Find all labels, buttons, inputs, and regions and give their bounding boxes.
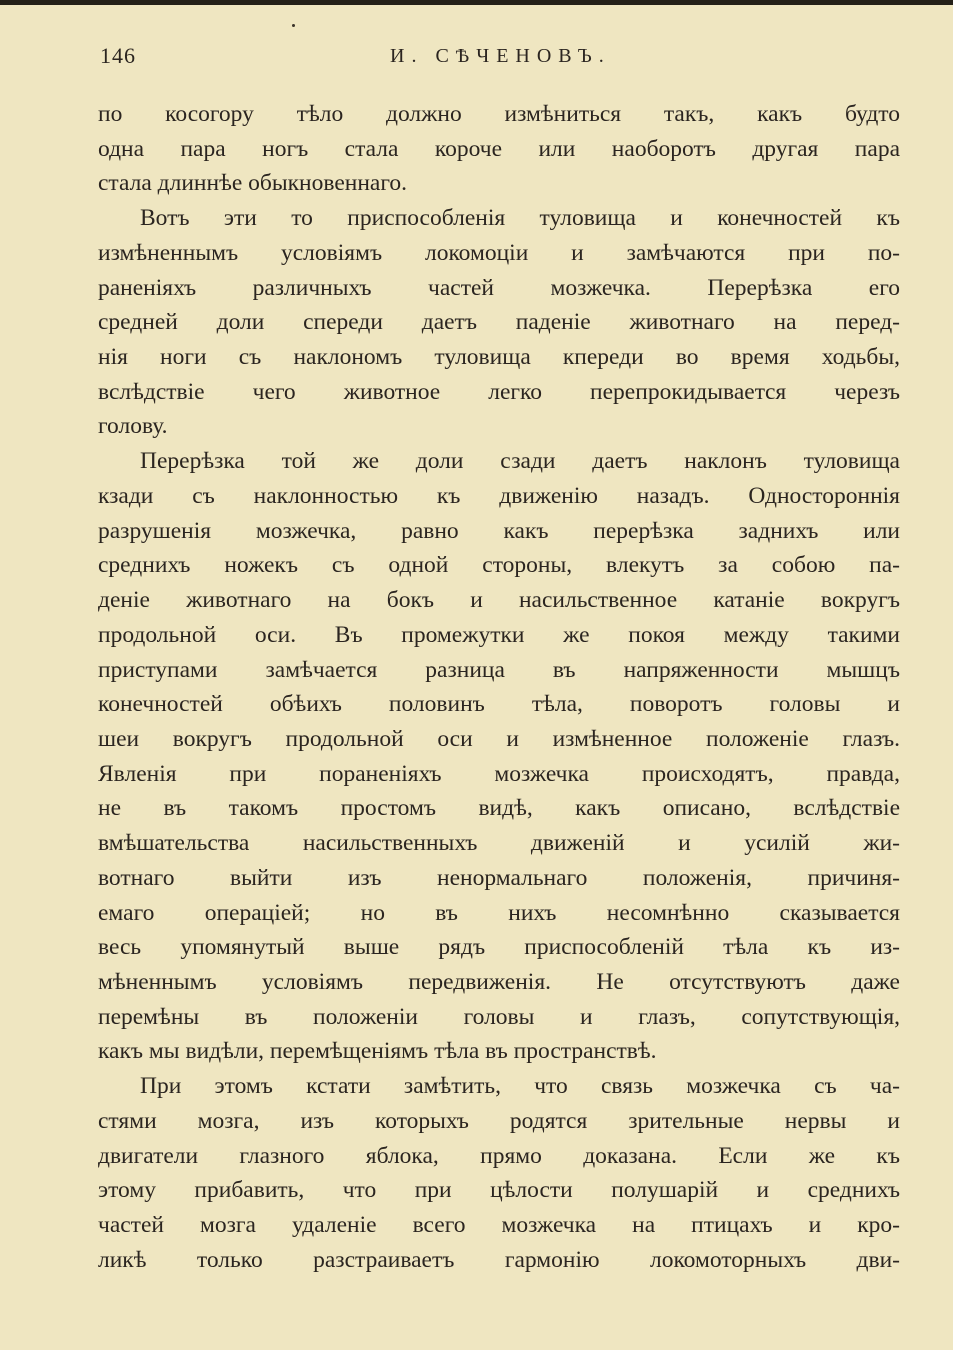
text-line: весь упомянутый выше рядъ приспособленій тѣла къ из- [98, 934, 900, 961]
text-line: кзади съ наклонностью къ движенію назадъ. Одностороннія [98, 482, 900, 509]
text-line: по косогору тѣло должно измѣниться такъ, какъ будто [98, 101, 900, 127]
text-line: конечностей обѣихъ половинъ тѣла, поворотъ головы и [98, 691, 900, 718]
text-line: приступами замѣчается разница въ напряженности мышцъ [98, 656, 900, 683]
text-line: стями мозга, изъ которыхъ родятся зрительные нервы и [98, 1107, 900, 1134]
text-line: мѣненнымъ условіямъ передвиженія. Не отсутствуютъ даже [98, 968, 900, 995]
text-line: шеи вокругъ продольной оси и измѣненное положеніе глазъ. [98, 725, 900, 752]
page-body-text [98, 97, 900, 1277]
text-line: раненіяхъ различныхъ частей мозжечка. Перерѣзка его [98, 274, 900, 301]
text-line: средней доли спереди даетъ паденіе животнаго на перед- [98, 309, 900, 336]
text-line: перемѣны въ положеніи головы и глазъ, сопутствующія, [98, 1003, 900, 1030]
text-line: Перерѣзка той же доли сзади даетъ наклонъ туловища [140, 448, 900, 475]
text-line: деніе животнаго на бокъ и насильственное катаніе вокругъ [98, 587, 900, 614]
text-line: вмѣшательства насильственныхъ движеній и усилій жи- [98, 830, 900, 857]
text-line: какъ мы видѣли, перемѣщеніямъ тѣла въ пространствѣ. [98, 1038, 657, 1065]
text-line: ликѣ только разстраиваетъ гармонію локомоторныхъ дви- [98, 1246, 900, 1273]
text-line: Вотъ эти то приспособленія туловища и конечностей къ [140, 205, 900, 232]
text-line: частей мозга удаленіе всего мозжечка на птицахъ и кро- [98, 1212, 900, 1238]
text-line: нія ноги съ наклономъ туловища кпереди во время ходьбы, [98, 344, 900, 371]
text-line: не въ такомъ простомъ видѣ, какъ описано, вслѣдствіе [98, 795, 900, 822]
text-line: этому прибавить, что при цѣлости полушарій и среднихъ [98, 1177, 900, 1204]
text-line: емаго операціей; но въ нихъ несомнѣнно сказывается [98, 899, 900, 926]
text-line: двигатели глазного яблока, прямо доказана. Если же къ [98, 1142, 900, 1169]
text-line: стала длиннѣе обыкновеннаго. [98, 170, 408, 197]
text-line: разрушенія мозжечка, равно какъ перерѣзка заднихъ или [98, 517, 900, 544]
text-line: голову. [98, 413, 168, 440]
text-line: продольной оси. Въ промежутки же покоя между такими [98, 621, 900, 648]
text-line: При этомъ кстати замѣтить, что связь мозжечка съ ча- [140, 1073, 900, 1100]
text-line: измѣненнымъ условіямъ локомоціи и замѣчаются при по- [98, 239, 900, 266]
text-line: Явленія при пораненіяхъ мозжечка происходятъ, правда, [98, 760, 900, 787]
page-number: 146 [100, 43, 136, 68]
text-line: вслѣдствіе чего животное легко перепрокидываетcя черезъ [98, 378, 900, 405]
text-line: среднихъ ножекъ съ одной стороны, влекутъ за собою па- [98, 552, 900, 579]
text-line: одна пара ногъ стала короче или наоборотъ другая пара [98, 135, 900, 162]
running-head: И. СѢЧЕНОВЪ. [390, 45, 611, 67]
text-line: вотнаго выйти изъ ненормальнаго положенія, причиня- [98, 864, 900, 891]
print-speck [292, 24, 295, 27]
